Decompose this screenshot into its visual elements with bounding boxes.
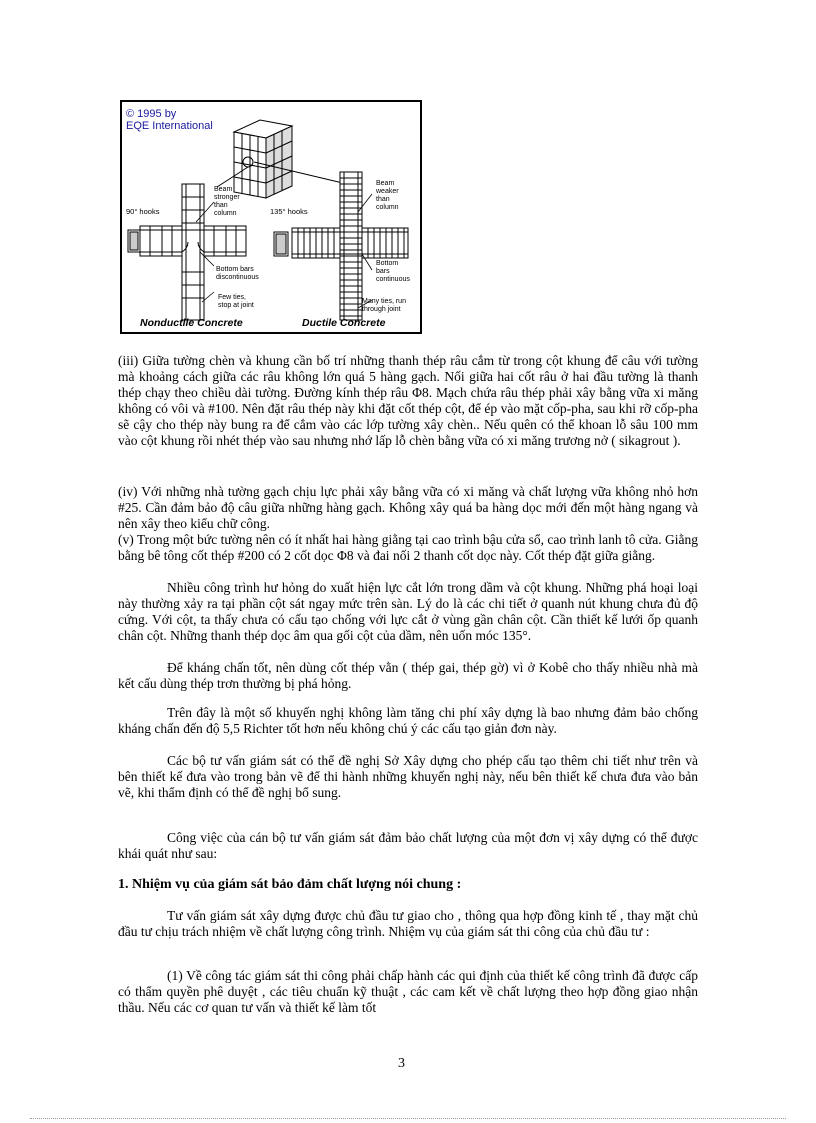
paragraph-item-1 [118,968,698,1016]
paragraph-rebar [118,660,698,692]
paragraph-iii-part-b: . Mạch chứa râu thép phải xây bằng vữa xi măng không có vôi và #100. Nên đặt râu thép này khi đặt cốt thép cột, để ép vào mặt cốp-pha, sau khi rỡ cốp-pha sẽ cậy cho thép này bung ra để cắm vào các lớp tường xây chèn.. Nếu quên có thể khoan lỗ sâu 100 mm vào cột khung rồi nhét thép vào sau nhưng nhớ lấp lỗ chèn bằng vữa có xi măng trương nở ( sikagrout ). [118,385,698,448]
paragraph-iv-text: (iv) Với những nhà tường gạch chịu lực phải xây bằng vữa có xi măng và chất lượng vữa không nhỏ hơn #25. Cần đảm bảo độ câu giữa những hàng gạch. Không xây quá ba hàng dọc mới đến một hàng ngang và nên xây theo kiểu chữ công. [118,484,698,531]
paragraph-iii [118,353,698,449]
paragraph-rebar-text: Để kháng chấn tốt, nên dùng cốt thép vằn ( thép gai, thép gờ) vì ở Kobê cho thấy nhiều nhà mà kết cấu dùng thép trơn thường bị phá hỏng. [118,660,698,691]
paragraph-recommend [118,753,698,801]
paragraph-summary-text: Trên đây là một số khuyến nghị không làm tăng chi phí xây dựng là bao nhưng đảm bảo chống kháng chấn đến độ 5,5 Richter tốt hơn nếu không chú ý các cấu tạo giản đơn này. [118,705,698,736]
paragraph-shear [118,580,698,644]
phi8-symbol: Φ8 [412,385,429,400]
copyright-label: © 1995 by EQE International [126,108,213,132]
paragraph-duties [118,908,698,940]
right-bottom-note: Bottom bars continuous [376,260,410,283]
right-hook-label: 135° hooks [270,207,308,216]
paragraph-shear-text: Nhiều công trình hư hỏng do xuất hiện lực cắt lớn trong dầm và cột khung. Những phá hoại loại này thường xảy ra tại phần cột sát ngay mức trên sàn. Lý do là các chi tiết ở quanh nút khung chưa đủ độ cứng. Với cột, ta thấy chưa có cấu tạo chống với lực cắt ở vùng gần chân cột. Cần thiết kế lưới ốp quanh chân cột. Những thanh thép dọc âm qua gối cột của dầm, nên uốn móc 135°. [118,580,698,643]
paragraph-duties-text: Tư vấn giám sát xây dựng được chủ đầu tư giao cho , thông qua hợp đồng kinh tế , thay mặt chủ đầu tư chịu trách nhiệm về chất lượng công trình. Nhiệm vụ của giám sát thi công của chủ đầu tư : [118,908,698,939]
left-bottom-note: Bottom bars discontinuous [216,266,259,281]
paragraph-item-1-text: (1) Về công tác giám sát thi công phải chấp hành các qui định của thiết kế công trình đã được cấp có thẩm quyền phê duyệt , các tiêu chuẩn kỹ thuật , các cam kết về chất lượng theo hợp đồng giao nhận thầu. Nếu các cơ quan tư vấn và thiết kế làm tốt [118,968,698,1015]
paragraph-intro-text: Công việc của cán bộ tư vấn giám sát đảm bảo chất lượng của một đơn vị xây dựng có thể được khái quát như sau: [118,830,698,861]
right-caption: Ductile Concrete [302,317,386,329]
paragraph-intro [118,830,698,862]
left-caption: Nonductile Concrete [140,317,243,329]
section-heading: 1. Nhiệm vụ của giám sát bảo đảm chất lượng nói chung : [118,877,462,892]
paragraph-v [118,532,698,564]
left-ties-note: Few ties, stop at joint [218,294,254,309]
page-number: 3 [398,1056,405,1071]
left-hook-label: 90° hooks [126,207,160,216]
left-beam-note: Beam stronger than column [214,186,240,217]
joint-detail-figure [120,100,422,334]
paragraph-recommend-text: Các bộ tư vấn giám sát có thể đề nghị Sở Xây dựng cho phép cấu tạo thêm chi tiết như trên và bên thiết kế đưa vào trong bản vẽ để thi hành những khuyến nghị này, nếu bên thiết kế chưa đưa vào bản vẽ, khi thẩm định có thể đề nghị bổ sung. [118,753,698,800]
right-ties-note: Many ties, run through joint [362,298,406,313]
paragraph-iii-part-a: (iii) Giữa tường chèn và khung cần bố trí những thanh thép râu cắm từ trong cột khung để câu với tường mà khoảng cách giữa các râu không lớn quá 5 hàng gạch. Nối giữa hai cốt râu ở hai đầu tường là thanh thép chạy theo chiều dài tường. Đường kính thép râu [118,353,698,400]
phi8-symbol-2: Φ8 [336,548,354,563]
paragraph-v-part-a: (v) Trong một bức tường nên có ít nhất hai hàng giằng tại cao trình bậu cửa sổ, cao trình lanh tô cửa. Giằng bằng bê tông cốt thép #200 có 2 cốt dọc [118,532,698,563]
paragraph-iv [118,484,698,532]
bottom-rule [30,1118,786,1119]
paragraph-v-part-b: và đai nối 2 thanh cốt dọc này. Cốt thép đặt giữa giằng. [353,548,656,563]
paragraph-summary [118,705,698,737]
right-beam-note: Beam weaker than column [376,180,399,211]
